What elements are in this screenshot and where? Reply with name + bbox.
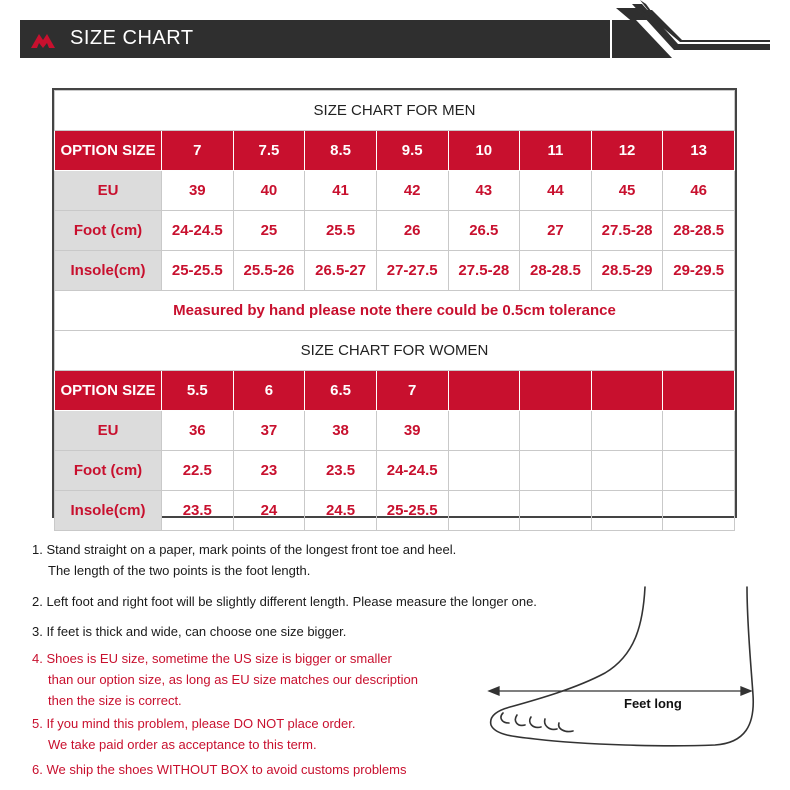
men-cell: 12 (591, 131, 663, 171)
instruction-4 (32, 648, 418, 711)
women-cell (591, 491, 663, 531)
women-cell: 5.5 (162, 371, 234, 411)
instruction-6: 6. We ship the shoes WITHOUT BOX to avoid customs problems (32, 762, 407, 777)
women-cell: 23.5 (305, 451, 377, 491)
women-cell (663, 451, 735, 491)
page-title: SIZE CHART (70, 27, 194, 49)
instruction-1 (32, 539, 456, 581)
logo-icon (30, 28, 56, 50)
men-row (55, 131, 735, 171)
women-cell: 36 (162, 411, 234, 451)
men-cell: 27 (520, 211, 592, 251)
men-row-label: Foot (cm) (55, 211, 162, 251)
instruction-2: 2. Left foot and right foot will be slightly different length. Please measure the longer one. (32, 594, 537, 609)
women-row (55, 491, 735, 531)
men-row-label: EU (55, 171, 162, 211)
men-cell: 27.5-28 (591, 211, 663, 251)
women-cell (663, 371, 735, 411)
feet-long-label: Feet long (624, 696, 682, 711)
instruction-5-line-2: We take paid order as acceptance to this term. (48, 737, 317, 752)
women-cell: 6 (233, 371, 305, 411)
men-cell: 27-27.5 (376, 251, 448, 291)
women-row-label: Foot (cm) (55, 451, 162, 491)
women-cell (448, 371, 520, 411)
women-row (55, 451, 735, 491)
men-cell: 10 (448, 131, 520, 171)
men-cell: 27.5-28 (448, 251, 520, 291)
women-cell (663, 411, 735, 451)
women-cell (591, 411, 663, 451)
men-cell: 44 (520, 171, 592, 211)
women-cell: 24.5 (305, 491, 377, 531)
instruction-5-line-1: 5. If you mind this problem, please DO NOT place order. (32, 716, 356, 731)
men-cell: 26.5-27 (305, 251, 377, 291)
women-cell: 6.5 (305, 371, 377, 411)
men-cell: 40 (233, 171, 305, 211)
tolerance-note: Measured by hand please note there could be 0.5cm tolerance (55, 291, 735, 331)
men-cell: 25 (233, 211, 305, 251)
men-cell: 25.5-26 (233, 251, 305, 291)
men-row-label: OPTION SIZE (55, 131, 162, 171)
men-cell: 28.5-29 (591, 251, 663, 291)
women-cell: 25-25.5 (376, 491, 448, 531)
banner-corner-stripe (612, 4, 770, 60)
men-cell: 9.5 (376, 131, 448, 171)
men-cell: 45 (591, 171, 663, 211)
women-cell: 24-24.5 (376, 451, 448, 491)
size-chart-table (52, 88, 737, 518)
foot-measurement-diagram (485, 585, 760, 760)
women-cell (520, 491, 592, 531)
men-cell: 7.5 (233, 131, 305, 171)
women-cell: 38 (305, 411, 377, 451)
women-cell: 24 (233, 491, 305, 531)
women-cell: 39 (376, 411, 448, 451)
men-cell: 13 (663, 131, 735, 171)
men-cell: 29-29.5 (663, 251, 735, 291)
women-cell: 23 (233, 451, 305, 491)
women-cell (448, 451, 520, 491)
men-cell: 28-28.5 (520, 251, 592, 291)
instruction-1-line-2: The length of the two points is the foot length. (48, 563, 311, 578)
women-cell (591, 371, 663, 411)
women-cell (448, 411, 520, 451)
women-cell (591, 451, 663, 491)
women-cell (663, 491, 735, 531)
men-row (55, 171, 735, 211)
men-row-label: Insole(cm) (55, 251, 162, 291)
men-cell: 46 (663, 171, 735, 211)
instruction-1-line-1: 1. Stand straight on a paper, mark points of the longest front toe and heel. (32, 542, 457, 557)
women-row (55, 371, 735, 411)
men-cell: 11 (520, 131, 592, 171)
instruction-4-line-1: 4. Shoes is EU size, sometime the US size is bigger or smaller (32, 651, 392, 666)
women-cell (520, 371, 592, 411)
women-section-title: SIZE CHART FOR WOMEN (55, 331, 735, 371)
women-cell (520, 411, 592, 451)
women-row-label: Insole(cm) (55, 491, 162, 531)
women-row (55, 411, 735, 451)
men-cell: 25.5 (305, 211, 377, 251)
women-cell: 23.5 (162, 491, 234, 531)
men-cell: 42 (376, 171, 448, 211)
men-cell: 8.5 (305, 131, 377, 171)
instruction-3: 3. If feet is thick and wide, can choose one size bigger. (32, 624, 347, 639)
men-cell: 28-28.5 (663, 211, 735, 251)
men-cell: 26.5 (448, 211, 520, 251)
women-row-label: OPTION SIZE (55, 371, 162, 411)
men-cell: 24-24.5 (162, 211, 234, 251)
instruction-4-line-2: than our option size, as long as EU size matches our description (48, 672, 418, 687)
women-cell (520, 451, 592, 491)
instruction-4-line-3: then the size is correct. (48, 693, 182, 708)
men-cell: 7 (162, 131, 234, 171)
women-cell (448, 491, 520, 531)
men-cell: 26 (376, 211, 448, 251)
men-cell: 39 (162, 171, 234, 211)
men-cell: 41 (305, 171, 377, 211)
men-cell: 25-25.5 (162, 251, 234, 291)
women-cell: 7 (376, 371, 448, 411)
women-row-label: EU (55, 411, 162, 451)
men-section-title: SIZE CHART FOR MEN (55, 91, 735, 131)
men-row (55, 251, 735, 291)
men-row (55, 211, 735, 251)
instruction-5 (32, 713, 355, 755)
women-cell: 22.5 (162, 451, 234, 491)
men-cell: 43 (448, 171, 520, 211)
women-cell: 37 (233, 411, 305, 451)
